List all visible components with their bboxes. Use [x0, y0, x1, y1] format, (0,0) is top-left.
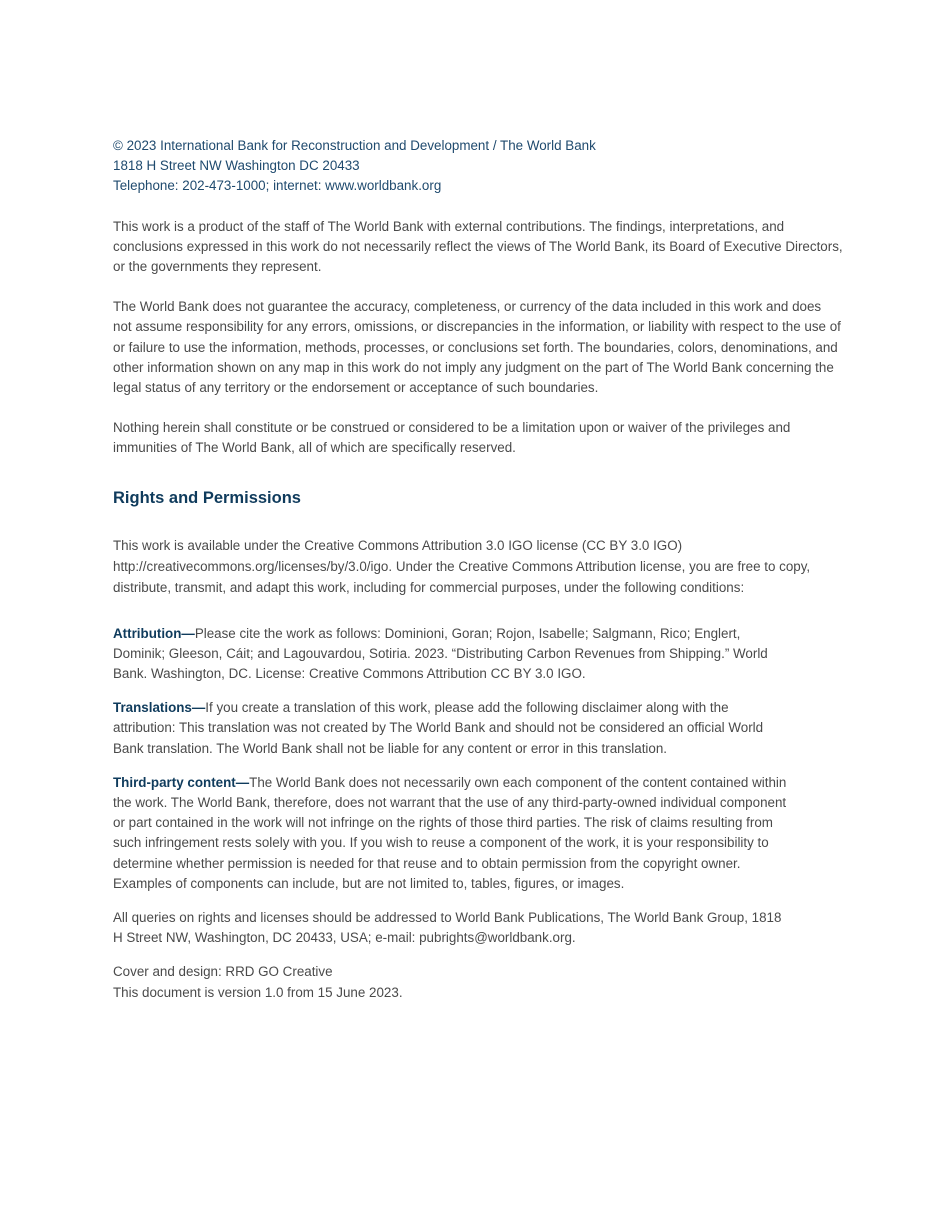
rights-heading: Rights and Permissions	[113, 488, 301, 507]
contact-line: Telephone: 202-473-1000; internet: www.worldbank.org	[113, 178, 442, 194]
thirdparty-term: Third-party content—	[113, 774, 250, 790]
copyright-line: © 2023 International Bank for Reconstruction and Development / The World Bank	[113, 138, 596, 153]
attribution-text: Please cite the work as follows: Dominioni, Goran; Rojon, Isabelle; Salgmann, Rico; Englert, Dominik; Gleeson, Cáit; and Lagouvardou, Sotiria. 2023. “Distributing Carbon Revenues from Shipping.” World Bank. Washington, DC. License: Creative Commons Attribution CC BY 3.0 IGO.	[113, 625, 768, 682]
queries-statement: All queries on rights and licenses should be addressed to World Bank Publications, The World Bank Group, 1818 H Street NW, Washington, DC 20433, USA; e-mail: pubrights@worldbank.org.	[113, 910, 782, 946]
address-line: 1818 H Street NW Washington DC 20433	[113, 158, 360, 174]
license-statement: This work is available under the Creative Commons Attribution 3.0 IGO license (CC BY 3.0 IGO) http://creativecommons.org/licenses/by/3.0/igo. Under the Creative Commons Attribution license, you are free to copy, distribute, transmit, and adapt this work, including for commercial purposes, under the following conditions:	[113, 537, 811, 595]
translations-term: Translations—	[113, 700, 206, 716]
thirdparty-text: The World Bank does not necessarily own each component of the content contained within the work. The World Bank, therefore, does not warrant that the use of any third-party-owned individual component or part contained in the work will not infringe on the rights of those third parties. The risk of claims resulting from such infringement rests solely with you. If you wish to reuse a component of the work, it is your responsibility to determine whether permission is needed for that reuse and to obtain permission from the copyright owner. Examples of components can include, but are not limited to, tables, figures, or images.	[113, 774, 787, 891]
cover-credit: Cover and design: RRD GO Creative	[113, 964, 333, 980]
translations-text: If you create a translation of this work, please add the following disclaimer along with the attribution: This translation was not created by The World Bank and should not be considered an official World Bank translation. The World Bank shall not be liable for any content or error in this translation.	[113, 700, 764, 756]
version-note: This document is version 1.0 from 15 June 2023.	[113, 984, 403, 1000]
credits-block	[113, 962, 843, 1002]
disclaimer-immunities: Nothing herein shall constitute or be construed or considered to be a limitation upon or waiver of the privileges and immunities of The World Bank, all of which are specifically reserved.	[113, 420, 791, 456]
attribution-condition	[113, 624, 843, 685]
attribution-term: Attribution—	[113, 625, 195, 641]
disclaimer-staff-views: This work is a product of the staff of The World Bank with external contributions. The findings, interpretations, and conclusions expressed in this work do not necessarily reflect the views of The World Bank, its Board of Executive Directors, or the governments they represent.	[113, 218, 843, 275]
disclaimer-accuracy: The World Bank does not guarantee the accuracy, completeness, or currency of the data included in this work and does not assume responsibility for any errors, omissions, or discrepancies in the information, or liability with respect to the use of or failure to use the information, methods, processes, or conclusions set forth. The boundaries, colors, denominations, and other information shown on any map in this work do not imply any judgment on the part of The World Bank concerning the legal status of any territory or the endorsement or acceptance of such boundaries.	[113, 299, 841, 396]
translations-condition	[113, 698, 843, 759]
copyright-page	[113, 136, 843, 1003]
thirdparty-condition	[113, 773, 843, 894]
copyright-block	[113, 136, 843, 197]
